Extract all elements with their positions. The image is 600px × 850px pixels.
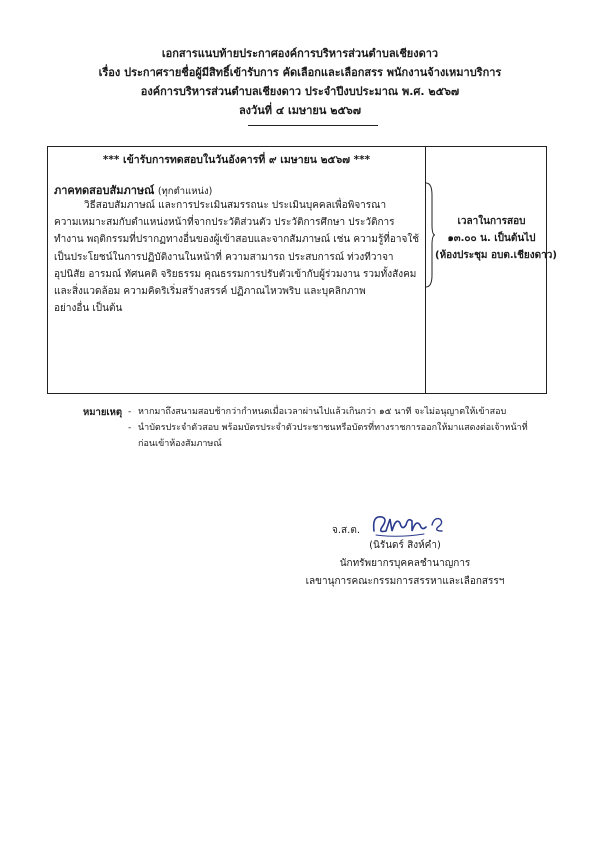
exam-date-announcement: *** เข้ารับการทดสอบในวันอังคารที่ ๙ เมษายน ๒๕๖๗ *** bbox=[102, 154, 371, 166]
description-line: วิธีสอบสัมภาษณ์ และการประเมินสมรรถนะ ประเมินบุคคลเพื่อพิจารณา bbox=[84, 200, 387, 211]
section-title: ภาคทดสอบสัมภาษณ์ bbox=[54, 184, 155, 197]
header-organization: องค์การบริหารส่วนตำบลเชียงดาว ประจำปีงบประมาณ พ.ศ. ๒๕๖๗ bbox=[140, 85, 460, 98]
header-date: ลงวันที่ ๔ เมษายน ๒๕๖๗ bbox=[238, 104, 362, 117]
document-header bbox=[0, 44, 600, 120]
description-line: อุปนิสัย อารมณ์ ทัศนคติ จริยธรรม คุณธรรมการปรับตัวเข้ากับผู้ร่วมงาน รวมทั้งสังคม bbox=[54, 268, 417, 280]
handwritten-signature bbox=[368, 505, 448, 541]
description-line: และสิ่งแวดล้อม ความคิดริเริ่มสร้างสรรค์ ปฏิภาณไหวพริบ และบุคลิกภาพ bbox=[54, 286, 366, 298]
note-text: หากมาถึงสนามสอบช้ากว่ากำหนดเมื่อเวลาผ่านไปแล้วเกินกว่า ๑๕ นาที จะไม่อนุญาตให้เข้าสอบ bbox=[138, 407, 507, 417]
section-note: (ทุกตำแหน่ง) bbox=[157, 186, 213, 197]
header-title: เอกสารแนบท้ายประกาศองค์การบริหารส่วนตำบลเชียงดาว bbox=[161, 47, 439, 60]
notes-label: หมายเหตุ bbox=[83, 407, 123, 418]
description-line: ความเหมาะสมกับตำแหน่งหน้าที่จากประวัติส่วนตัว ประวัติการศึกษา ประวัติการ bbox=[54, 217, 395, 229]
note-bullet: - bbox=[128, 423, 132, 433]
rank-label: จ.ส.ต. bbox=[332, 525, 360, 536]
note-item-id-card-continued bbox=[128, 436, 222, 452]
signatory-role: เลขานุการคณะกรรมการสรรหาและเลือกสรรฯ bbox=[305, 576, 505, 587]
time-value: ๑๓.๐๐ น. เป็นต้นไป bbox=[447, 233, 536, 244]
note-item-late-arrival bbox=[128, 404, 506, 420]
schedule-table bbox=[47, 146, 557, 394]
signatory-name: (นิรันดร์ สิงห์คำ) bbox=[369, 540, 441, 551]
description-line: อย่างอื่น เป็นต้น bbox=[54, 303, 123, 315]
signature-block bbox=[0, 505, 600, 615]
description-line: เป็นประโยชน์ในการปฏิบัติงานในหน้าที่ ความสามารถ ประสบการณ์ ท่วงทีวาจา bbox=[54, 251, 394, 263]
interview-description bbox=[54, 197, 419, 317]
note-text: นำบัตรประจำตัวสอบ พร้อมบัตรประจำตัวประชาชนหรือบัตรที่ทางราชการออกให้มาแสดงต่อเจ้าหน้าที่ bbox=[138, 423, 528, 433]
signatory-position: นักทรัพยากรบุคคลชำนาญการ bbox=[339, 558, 471, 569]
note-item-id-card bbox=[128, 420, 528, 436]
description-line: ทำงาน พฤติกรรมที่ปรากฏทางอื่นของผู้เข้าสอบและจากสัมภาษณ์ เช่น ความรู้ที่อาจใช้ bbox=[54, 234, 420, 246]
time-label: เวลาในการสอบ bbox=[457, 216, 526, 227]
note-bullet: - bbox=[128, 407, 132, 417]
header-divider bbox=[248, 125, 378, 126]
header-subject: เรื่อง ประกาศรายชื่อผู้มีสิทธิ์เข้ารับการ คัดเลือกและเลือกสรร พนักงานจ้างเหมาบริการ bbox=[98, 66, 502, 79]
exam-time-info bbox=[435, 213, 557, 264]
note-text: ก่อนเข้าห้องสัมภาษณ์ bbox=[138, 439, 222, 449]
exam-location: (ห้องประชุม อบต.เชียงดาว) bbox=[435, 250, 557, 261]
